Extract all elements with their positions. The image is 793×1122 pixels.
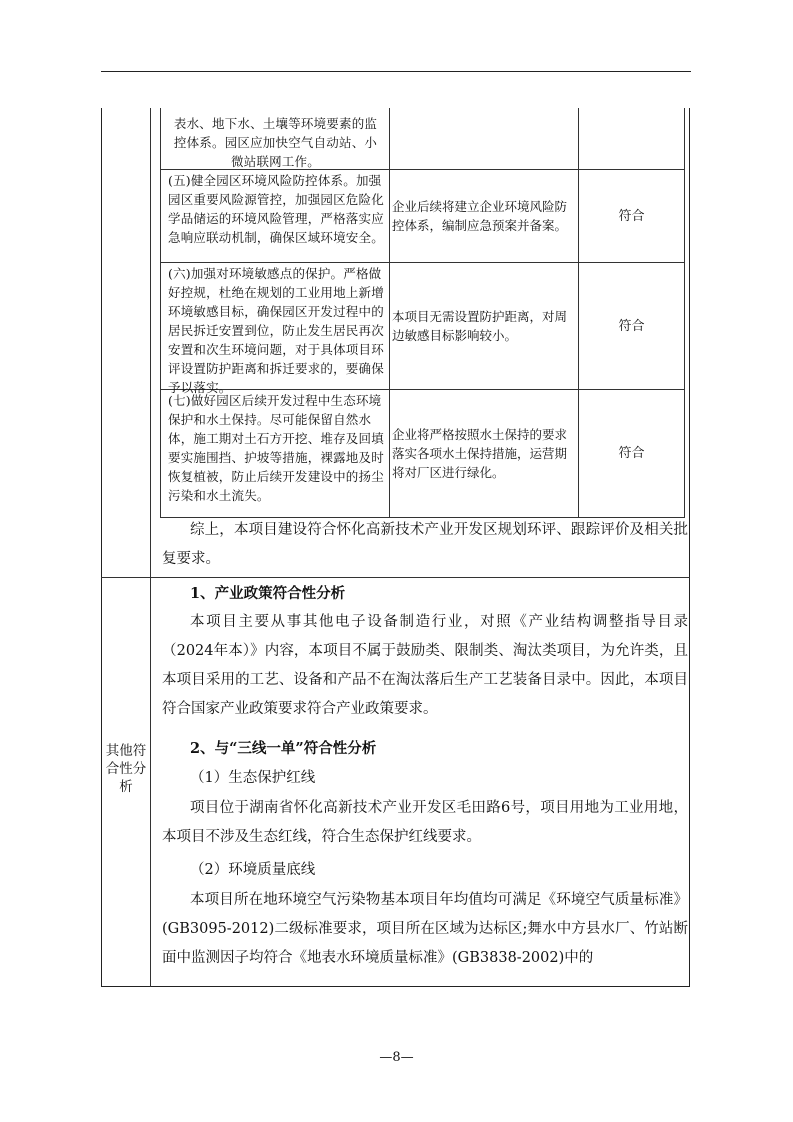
paragraph-3: 本项目所在地环境空气污染物基本项目年均值均可满足《环境空气质量标准》(GB3095-2012)二级标准要求，项目所在区域为达标区;舞水中方县水厂、竹站断面中监测因子均符合《地表水环境质量标准》(GB3838-2002)中的 <box>162 892 688 966</box>
result-cell <box>579 263 684 389</box>
subheading-1: （1）生态保护红线 <box>190 770 316 786</box>
summary-paragraph: 综上，本项目建设符合怀化高新技术产业开发区规划环评、跟踪评价及相关批复要求。 <box>162 522 688 567</box>
project-text: 企业后续将建立企业环境风险防控体系，编制应急预案并备案。 <box>392 199 568 233</box>
table-row <box>168 114 383 171</box>
project-text: 本项目无需设置防护距离，对周边敏感目标影响较小。 <box>392 309 568 343</box>
project-text: 企业将严格按照水土保持的要求落实各项水土保持措施，运营期将对厂区进行绿化。 <box>392 427 568 480</box>
section-heading-1: 1、产业政策符合性分析 <box>190 585 346 602</box>
section-heading-2: 2、与“三线一单”符合性分析 <box>190 740 377 757</box>
page-number: —8— <box>379 1050 414 1065</box>
project-cell <box>392 263 576 389</box>
section-divider <box>101 577 690 578</box>
result-cell <box>579 170 684 262</box>
requirement-text: (七)做好园区后续开发过程中生态环境保护和水土保持。尽可能保留自然水体，施工期对土石方开挖、堆存及回填要实施围挡、护坡等措施，裸露地及时恢复植被，防止后续开发建设中的扬尘污染和水土流失。 <box>168 393 384 503</box>
header-rule <box>101 71 691 72</box>
requirement-text: (五)健全园区环境风险防控体系。加强园区重要风险源管控，加强园区危险化学品储运的环境风险管理，严格落实应急响应联动机制，确保区域环境安全。 <box>168 173 384 245</box>
project-cell <box>392 390 576 517</box>
result-cell <box>579 390 684 517</box>
paragraph-2: 项目位于湖南省怀化高新技术产业开发区毛田路6号，项目用地为工业用地，本项目不涉及生态红线，符合生态保护红线要求。 <box>162 800 688 845</box>
table-row <box>168 171 384 247</box>
paragraph-1: 本项目主要从事其他电子设备制造行业，对照《产业结构调整指导目录（2024年本）》内容，本项目不属于鼓励类、限制类、淘汰类项目，为允许类，且本项目采用的工艺、设备和产品不在淘汰落后生产工艺装备目录中。因此，本项目符合国家产业政策要求符合产业政策要求。 <box>162 614 688 717</box>
table-row <box>168 264 384 397</box>
table-row <box>168 391 384 505</box>
requirement-text: 表水、地下水、土壤等环境要素的监控体系。园区应加快空气自动站、小微站联网工作。 <box>173 116 378 169</box>
result-text: 符合 <box>618 208 645 224</box>
result-text: 符合 <box>618 318 645 334</box>
column-divider-left <box>150 108 151 987</box>
project-cell <box>392 170 576 262</box>
requirement-text: (六)加强对环境敏感点的保护。严格做好控规，杜绝在规划的工业用地上新增环境敏感目标，确保园区开发过程中的居民拆迁安置到位，防止发生居民再次安置和次生环境问题，对于具体项目环评设置防护距离和拆迁要求的，要确保予以落实。 <box>168 266 384 395</box>
subheading-2: （2）环境质量底线 <box>190 862 316 878</box>
side-label: 其他符合性分析 <box>105 743 147 795</box>
result-text: 符合 <box>618 446 645 461</box>
